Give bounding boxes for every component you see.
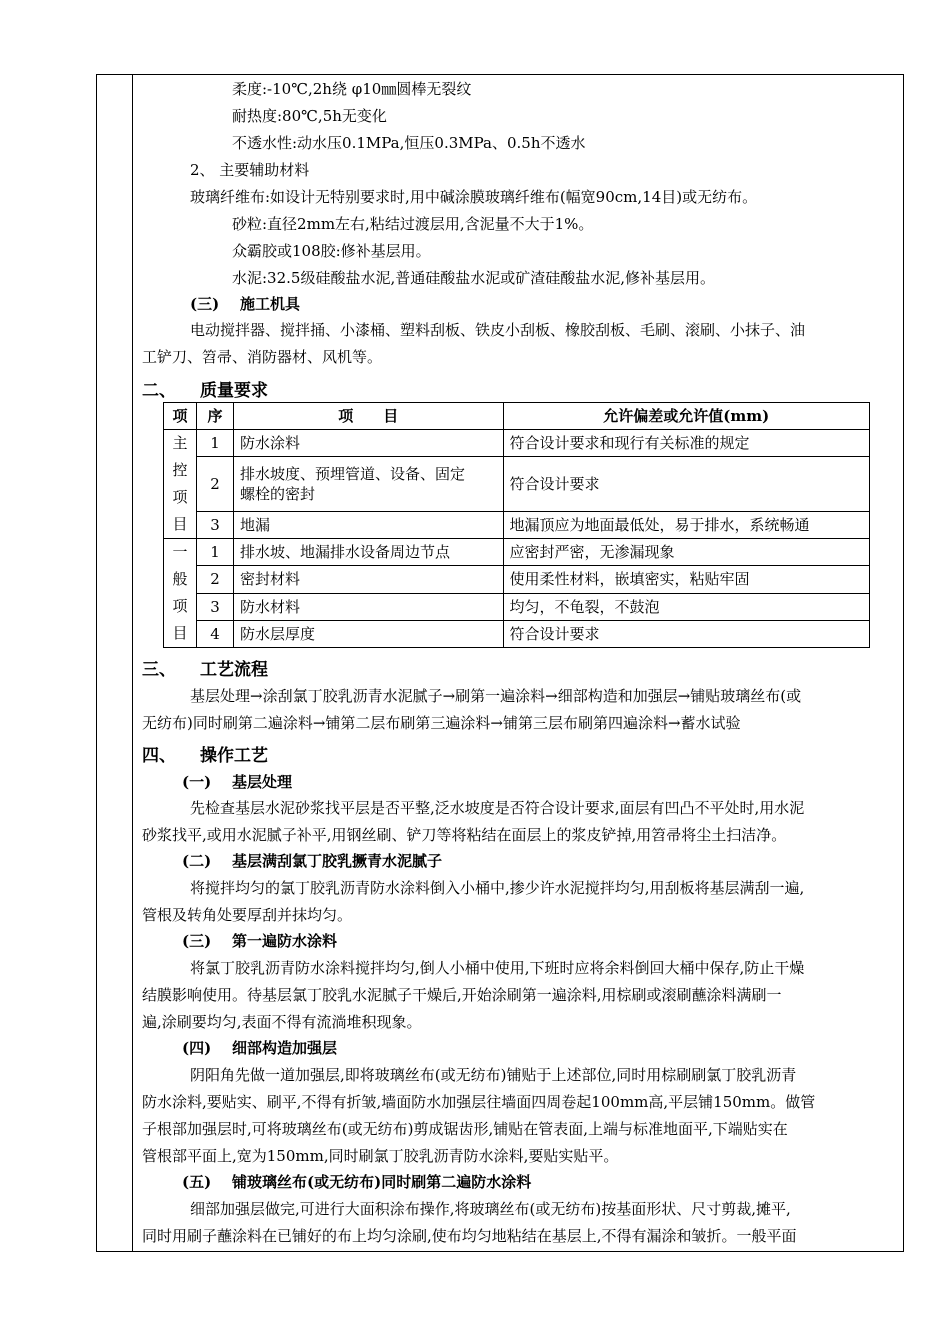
table-row [164,620,870,647]
intro-line-heat: 耐热度:80℃,5h无变化 [232,107,387,125]
machines-para-line1: 电动搅拌器、搅拌捅、小漆桶、塑料刮板、铁皮小刮板、橡胶刮板、毛刷、滚刷、小抹子、油 [190,321,806,339]
row-requirement: 符合设计要求和现行有关标准的规定 [503,430,869,457]
section3-flow-line2: 无纺布)同时刷第二遍涂料→铺第二层布刷第三遍涂料→铺第三层布刷第四遍涂料→蓄水试验 [142,714,741,732]
row-item-line1: 排水坡度、预埋管道、设备、固定 [239,465,465,483]
row-no: 4 [196,620,233,647]
quality-table [163,402,870,648]
machines-heading [190,294,300,314]
row-item: 排水坡、地漏排水设备周边节点 [233,539,503,566]
sub4-line2: 防水涂料,要贴实、刷平,不得有折皱,墙面防水加强层往墙面四周卷起100mm高,平层铺150mm。做管 [142,1093,816,1111]
row-item: 密封材料 [233,566,503,593]
sub5-heading [182,1172,531,1192]
sub1-title: 基层处理 [232,773,293,791]
group-label-char: 控 [172,461,188,479]
group-label-char: 目 [172,515,188,533]
group-label-general [164,539,197,648]
section3-title: 工艺流程 [200,660,268,680]
sub3-title: 第一遍防水涂料 [232,932,338,950]
intro-line-sand: 砂粒:直径2mm左右,粘结过渡层用,含泥量不大于1%。 [232,215,594,233]
sub4-line4: 管根部平面上,宽为150mm,同时刷氯丁胶乳沥青防水涂料,要贴实贴平。 [142,1147,619,1165]
row-item: 地漏 [233,511,503,538]
sub5-line2: 同时用刷子蘸涂料在已铺好的布上均匀涂刷,使布均匀地粘结在基层上,不得有漏涂和皱折。一般平面 [142,1227,797,1245]
row-no: 2 [196,566,233,593]
sub1-num: (一) [182,773,212,791]
group-label-char: 项 [172,488,188,506]
row-no: 3 [196,593,233,620]
row-item: 防水涂料 [233,430,503,457]
section3-num: 三、 [142,660,176,680]
sub5-line1: 细部加强层做完,可进行大面积涂布操作,将玻璃丝布(或无纺布)按基面形状、尺寸剪裁,摊平, [190,1200,791,1218]
intro-line-waterproof: 不透水性:动水压0.1MPa,恒压0.3MPa、0.5h不透水 [232,134,586,152]
header-category: 项 [164,403,197,430]
sub1-line2: 砂浆找平,或用水泥腻子补平,用钢丝刷、铲刀等将粘结在面层上的浆皮铲掉,用笤帚将尘土扫洁净。 [142,826,787,844]
row-requirement: 符合设计要求 [503,620,869,647]
intro-line-cement: 水泥:32.5级硅酸盐水泥,普通硅酸盐水泥或矿渣硅酸盐水泥,修补基层用。 [232,269,715,287]
row-no: 2 [196,457,233,512]
section2-num: 二、 [142,381,176,401]
sub5-num: (五) [182,1173,212,1191]
machines-para-line2: 工铲刀、笤帚、消防器材、风机等。 [142,348,383,366]
table-row [164,566,870,593]
row-no: 1 [196,539,233,566]
sub2-title: 基层满刮氯丁胶乳撅青水泥腻子 [232,852,443,870]
machines-title: 施工机具 [240,295,301,313]
table-row [164,511,870,538]
section4-heading [142,745,268,767]
row-no: 3 [196,511,233,538]
group-label-char: 项 [172,597,188,615]
row-requirement: 应密封严密，无渗漏现象 [503,539,869,566]
section3-heading [142,659,268,681]
header-requirement: 允许偏差或允许值(mm) [503,403,869,430]
left-column-divider [132,74,133,1252]
section2-heading [142,380,268,402]
sub1-line1: 先检查基层水泥砂浆找平层是否平整,泛水坡度是否符合设计要求,面层有凹凸不平处时,用水泥 [190,799,805,817]
row-item-line2: 螺栓的密封 [239,485,315,503]
section4-title: 操作工艺 [200,746,268,766]
intro-line-glue: 众霸胶或108胶:修补基层用。 [232,242,431,260]
group-label-main [164,430,197,539]
table-row [164,539,870,566]
group-label-char: 一 [172,543,188,561]
sub2-line2: 管根及转角处要厚刮并抹均匀。 [142,906,353,924]
table-row [164,593,870,620]
table-row [164,430,870,457]
row-requirement: 均匀，不龟裂，不鼓泡 [503,593,869,620]
group-label-char: 般 [172,570,188,588]
header-item: 项 目 [233,403,503,430]
row-item: 防水层厚度 [233,620,503,647]
group-label-char: 主 [172,434,188,452]
sub4-heading [182,1038,337,1058]
sub3-num: (三) [182,932,212,950]
sub2-line1: 将搅拌均匀的氯丁胶乳沥青防水涂料倒入小桶中,掺少许水泥搅拌均匀,用刮板将基层满刮一遍, [190,879,805,897]
machines-num: (三) [190,295,220,313]
section4-num: 四、 [142,746,176,766]
group-label-char: 目 [172,624,188,642]
sub3-line1: 将氯丁胶乳沥青防水涂料搅拌均匀,倒人小桶中使用,下班时应将余料倒回大桶中保存,防止干燥 [190,959,805,977]
row-requirement: 符合设计要求 [503,457,869,512]
row-requirement: 使用柔性材料，嵌填密实，粘贴牢固 [503,566,869,593]
sub3-line2: 结膜影响使用。待基层氯丁胶乳水泥腻子干燥后,开始涂刷第一遍涂料,用棕刷或滚刷蘸涂料满刷一 [142,986,782,1004]
row-requirement: 地漏顶应为地面最低处，易于排水，系统畅通 [503,511,869,538]
sub2-heading [182,851,442,871]
sub4-line1: 阴阳角先做一道加强层,即将玻璃丝布(或无纺布)铺贴于上述部位,同时用棕刷刷氯丁胶乳沥青 [190,1066,797,1084]
sub4-num: (四) [182,1039,212,1057]
section3-flow-line1: 基层处理→涂刮氯丁胶乳沥青水泥腻子→刷第一遍涂料→细部构造和加强层→铺贴玻璃丝布(或 [190,687,802,705]
sub4-line3: 子根部加强层时,可将玻璃丝布(或无纺布)剪成锯齿形,铺贴在管表面,上端与标准地面平,下端贴实在 [142,1120,788,1138]
sub2-num: (二) [182,852,212,870]
sub3-heading [182,931,337,951]
sub3-line3: 遍,涂刷要均匀,表面不得有流淌堆积现象。 [142,1013,422,1031]
table-row [164,457,870,512]
quality-table-header [164,403,870,430]
row-item [233,457,503,512]
intro-line-aux-heading: 2、 主要辅助材料 [190,161,310,179]
row-no: 1 [196,430,233,457]
header-no: 序 [196,403,233,430]
row-item: 防水材料 [233,593,503,620]
sub4-title: 细部构造加强层 [232,1039,338,1057]
intro-line-flexibility: 柔度:-10℃,2h绕 φ10㎜圆棒无裂纹 [232,80,472,98]
intro-line-fiberglass: 玻璃纤维布:如设计无特别要求时,用中碱涂膜玻璃纤维布(幅宽90cm,14目)或无纺布。 [190,188,758,206]
section2-title: 质量要求 [200,381,268,401]
sub5-title: 铺玻璃丝布(或无纺布)同时刷第二遍防水涂料 [232,1173,532,1191]
sub1-heading [182,772,292,792]
